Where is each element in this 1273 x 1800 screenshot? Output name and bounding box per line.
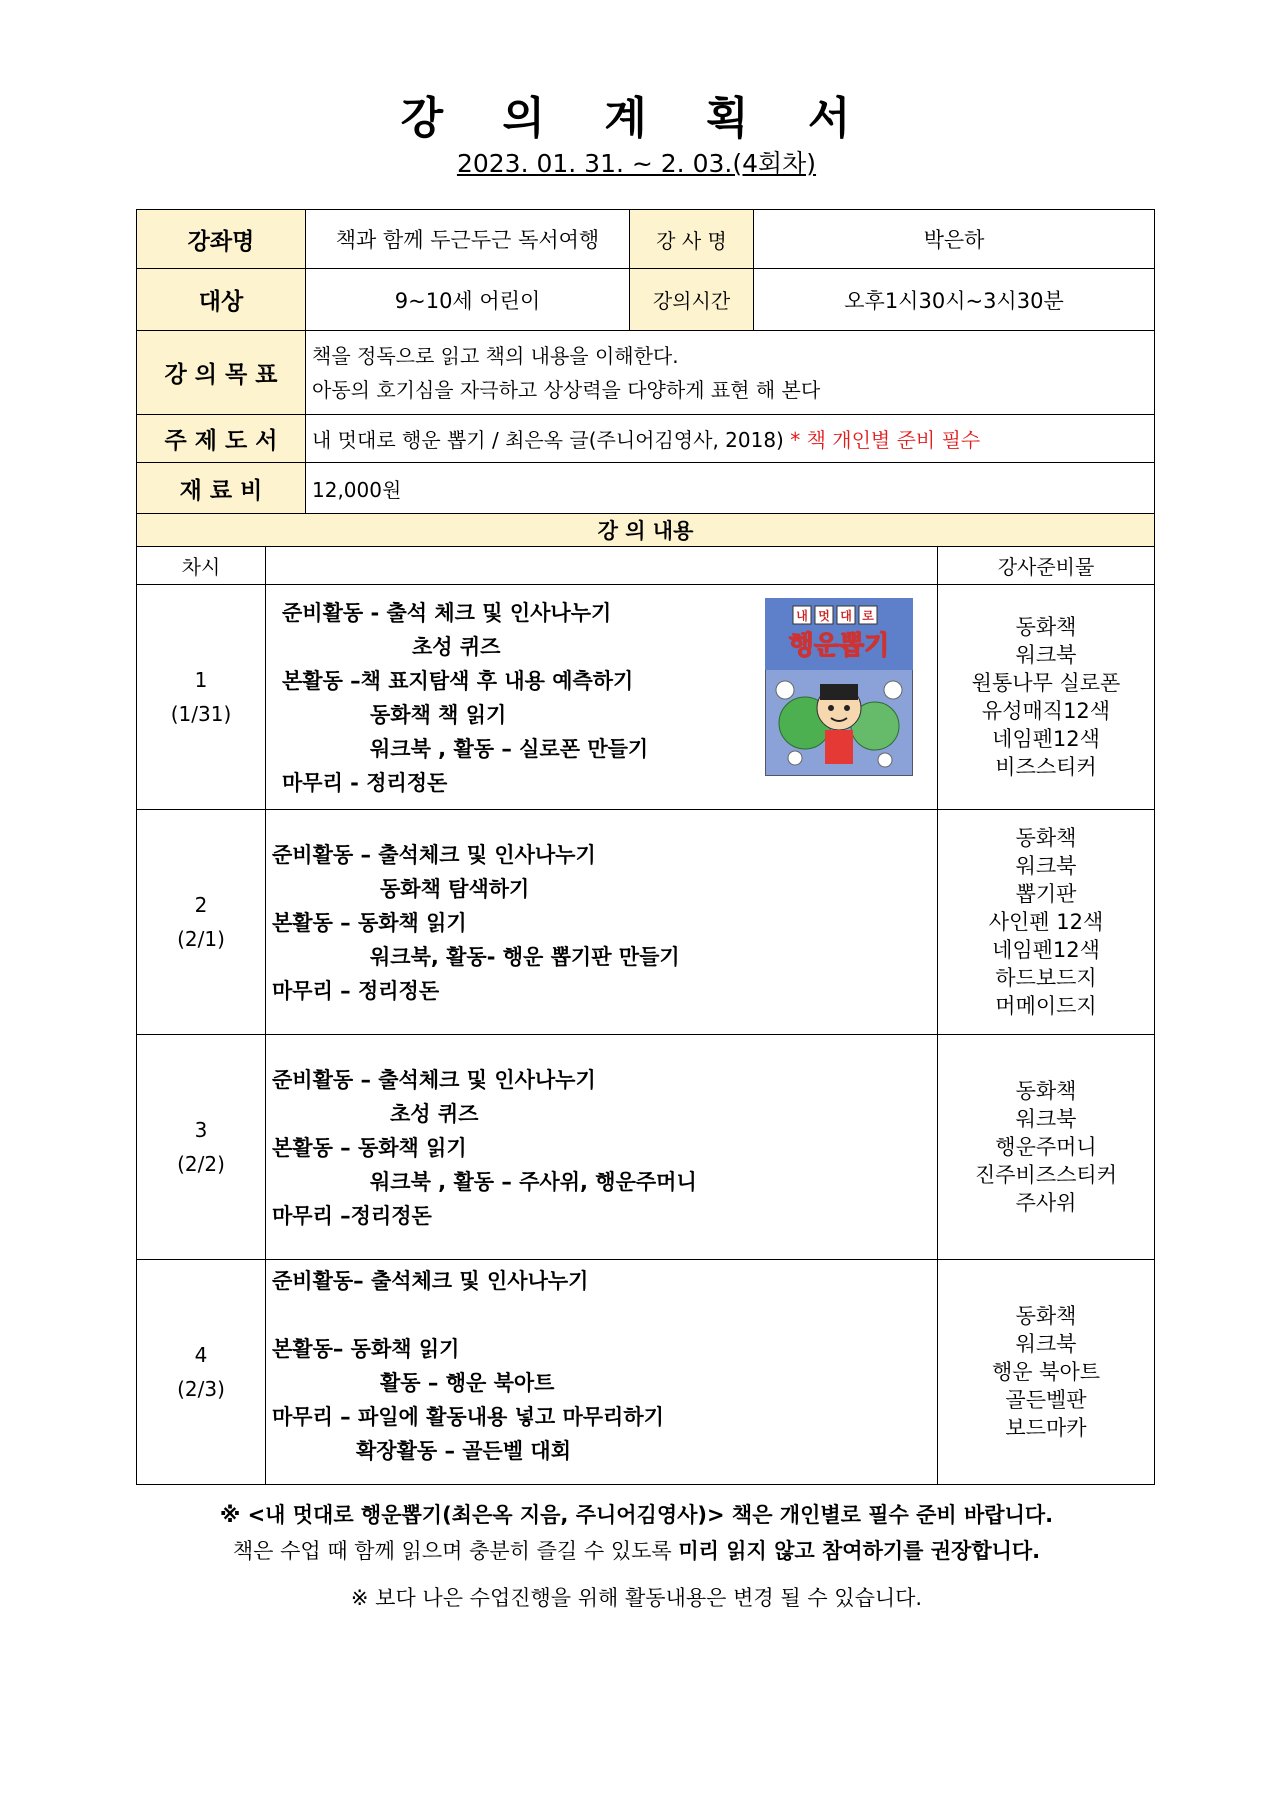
session-4-activities <box>265 1259 938 1485</box>
activity-line: 워크북, 활동- 행운 뽑기판 만들기 <box>370 945 680 969</box>
activity-line: 마무리 – 파일에 활동내용 넣고 마무리하기 <box>272 1405 664 1429</box>
activity-line: 준비활동 – 출석체크 및 인사나누기 <box>272 1068 596 1092</box>
session-date: (2/3) <box>177 1377 225 1401</box>
session-num: 4 <box>194 1343 208 1367</box>
activity-line: 동화책 책 읽기 <box>370 703 507 727</box>
target-value: 9~10세 어린이 <box>305 268 630 331</box>
activity-line: 마무리 - 정리정돈 <box>282 771 448 795</box>
activity-line: 워크북 , 활동 – 주사위, 행운주머니 <box>370 1170 697 1194</box>
material-item: 사인펜 12색 <box>988 910 1104 934</box>
material-item: 보드마카 <box>1005 1416 1087 1440</box>
goal-line-2: 아동의 호기심을 자극하고 상상력을 다양하게 표현 해 본다 <box>312 377 821 402</box>
activity-line: 초성 퀴즈 <box>412 635 501 659</box>
note-change-notice: ※ 보다 나은 수업진행을 위해 활동내용은 변경 될 수 있습니다. <box>350 1586 923 1610</box>
note-reading-advice-b: 미리 읽지 않고 참여하기를 권장합니다. <box>678 1539 1041 1563</box>
session-2-number <box>136 809 266 1035</box>
book-value <box>305 414 1155 463</box>
activity-line: 본활동– 동화책 읽기 <box>272 1337 460 1361</box>
session-1-number <box>136 584 266 810</box>
material-item: 워크북 <box>1015 1332 1077 1356</box>
activity-line: 마무리 –정리정돈 <box>272 1204 432 1228</box>
activity-line: 준비활동– 출석체크 및 인사나누기 <box>272 1269 589 1293</box>
material-item: 워크북 <box>1015 1107 1077 1131</box>
instructor-value: 박은하 <box>753 209 1155 269</box>
date-range: 2023. 01. 31. ~ 2. 03.(4회차) <box>456 149 817 178</box>
session-date: (2/1) <box>177 927 225 951</box>
material-item: 워크북 <box>1015 643 1077 667</box>
activity-line: 확장활동 – 골든벨 대회 <box>356 1439 572 1463</box>
material-item: 진주비즈스티커 <box>974 1163 1117 1187</box>
time-label: 강의시간 <box>629 268 754 331</box>
book-label: 주 제 도 서 <box>136 414 306 463</box>
course-label: 강좌명 <box>136 209 306 269</box>
session-3-materials <box>937 1034 1155 1260</box>
time-value: 오후1시30시~3시30분 <box>753 268 1155 331</box>
activity-line: 준비활동 - 출석 체크 및 인사나누기 <box>282 601 612 625</box>
activity-line: 활동 – 행운 북아트 <box>380 1371 555 1395</box>
material-item: 유성매직12색 <box>981 699 1111 723</box>
material-item: 네임펜12색 <box>992 938 1100 962</box>
instructor-label: 강 사 명 <box>629 209 754 269</box>
activity-line: 초성 퀴즈 <box>390 1102 479 1126</box>
fee-value: 12,000원 <box>305 462 1155 514</box>
page-title: 강 의 계 획 서 <box>400 93 873 144</box>
target-label: 대상 <box>136 268 306 331</box>
material-item: 동화책 <box>1015 1304 1077 1328</box>
note-reading-advice-a: 책은 수업 때 함께 읽으며 충분히 즐길 수 있도록 <box>232 1539 679 1563</box>
session-4-number <box>136 1259 266 1485</box>
activity-line: 본활동 – 동화책 읽기 <box>272 911 467 935</box>
session-num: 2 <box>194 893 208 917</box>
session-3-activities <box>265 1034 938 1260</box>
session-num: 3 <box>194 1118 208 1142</box>
material-item: 네임펜12색 <box>992 727 1100 751</box>
activity-line: 본활동 – 동화책 읽기 <box>272 1136 467 1160</box>
activity-line <box>269 1298 937 1332</box>
material-item: 행운주머니 <box>995 1135 1097 1159</box>
material-item: 동화책 <box>1015 1079 1077 1103</box>
cover-char: 내 <box>796 609 808 623</box>
note-reading-advice <box>0 1535 1273 1565</box>
book-note: * 책 개인별 준비 필수 <box>790 428 981 452</box>
activity-line: 동화책 탐색하기 <box>380 877 530 901</box>
cover-char: 로 <box>862 609 874 623</box>
session-3-number <box>136 1034 266 1260</box>
col-session-header: 차시 <box>136 546 266 585</box>
material-item: 뽑기판 <box>1015 882 1077 906</box>
note-required-book: ※ <내 멋대로 행운뽑기(최은옥 지음, 주니어김영사)> 책은 개인별로 필수 준비 바랍니다. <box>219 1503 1054 1527</box>
book-title: 내 멋대로 행운 뽑기 / 최은옥 글(주니어김영사, 2018) <box>312 428 784 452</box>
material-item: 동화책 <box>1015 615 1077 639</box>
col-activity-header <box>265 546 938 585</box>
book-cover-image <box>765 598 913 776</box>
goal-value <box>305 330 1155 415</box>
cover-title: 행운뽑기 <box>788 631 890 661</box>
session-4-materials <box>937 1259 1155 1485</box>
material-item: 행운 북아트 <box>991 1360 1101 1384</box>
session-date: (2/2) <box>177 1152 225 1176</box>
session-num: 1 <box>194 668 208 692</box>
session-1-materials <box>937 584 1155 810</box>
goal-line-1: 책을 정독으로 읽고 책의 내용을 이해한다. <box>312 343 679 368</box>
session-date: (1/31) <box>170 702 232 726</box>
activity-line: 본활동 –책 표지탐색 후 내용 예측하기 <box>282 669 634 693</box>
content-header: 강 의 내용 <box>136 513 1155 547</box>
material-item: 비즈스티커 <box>995 755 1097 779</box>
activity-line: 마무리 – 정리정돈 <box>272 979 440 1003</box>
material-item: 골든벨판 <box>1005 1388 1087 1412</box>
fee-label: 재 료 비 <box>136 462 306 514</box>
col-materials-header: 강사준비물 <box>937 546 1155 585</box>
session-2-activities <box>265 809 938 1035</box>
material-item: 동화책 <box>1015 826 1077 850</box>
goal-label: 강 의 목 표 <box>136 330 306 415</box>
session-2-materials <box>937 809 1155 1035</box>
material-item: 주사위 <box>1015 1191 1077 1215</box>
activity-line: 준비활동 – 출석체크 및 인사나누기 <box>272 843 596 867</box>
material-item: 원통나무 실로폰 <box>971 671 1121 695</box>
material-item: 워크북 <box>1015 854 1077 878</box>
material-item: 하드보드지 <box>995 966 1097 990</box>
material-item: 머메이드지 <box>995 994 1097 1018</box>
cover-char: 대 <box>840 609 852 623</box>
cover-char: 멋 <box>818 609 830 623</box>
activity-line: 워크북 , 활동 – 실로폰 만들기 <box>370 737 649 761</box>
course-value: 책과 함께 두근두근 독서여행 <box>305 209 630 269</box>
